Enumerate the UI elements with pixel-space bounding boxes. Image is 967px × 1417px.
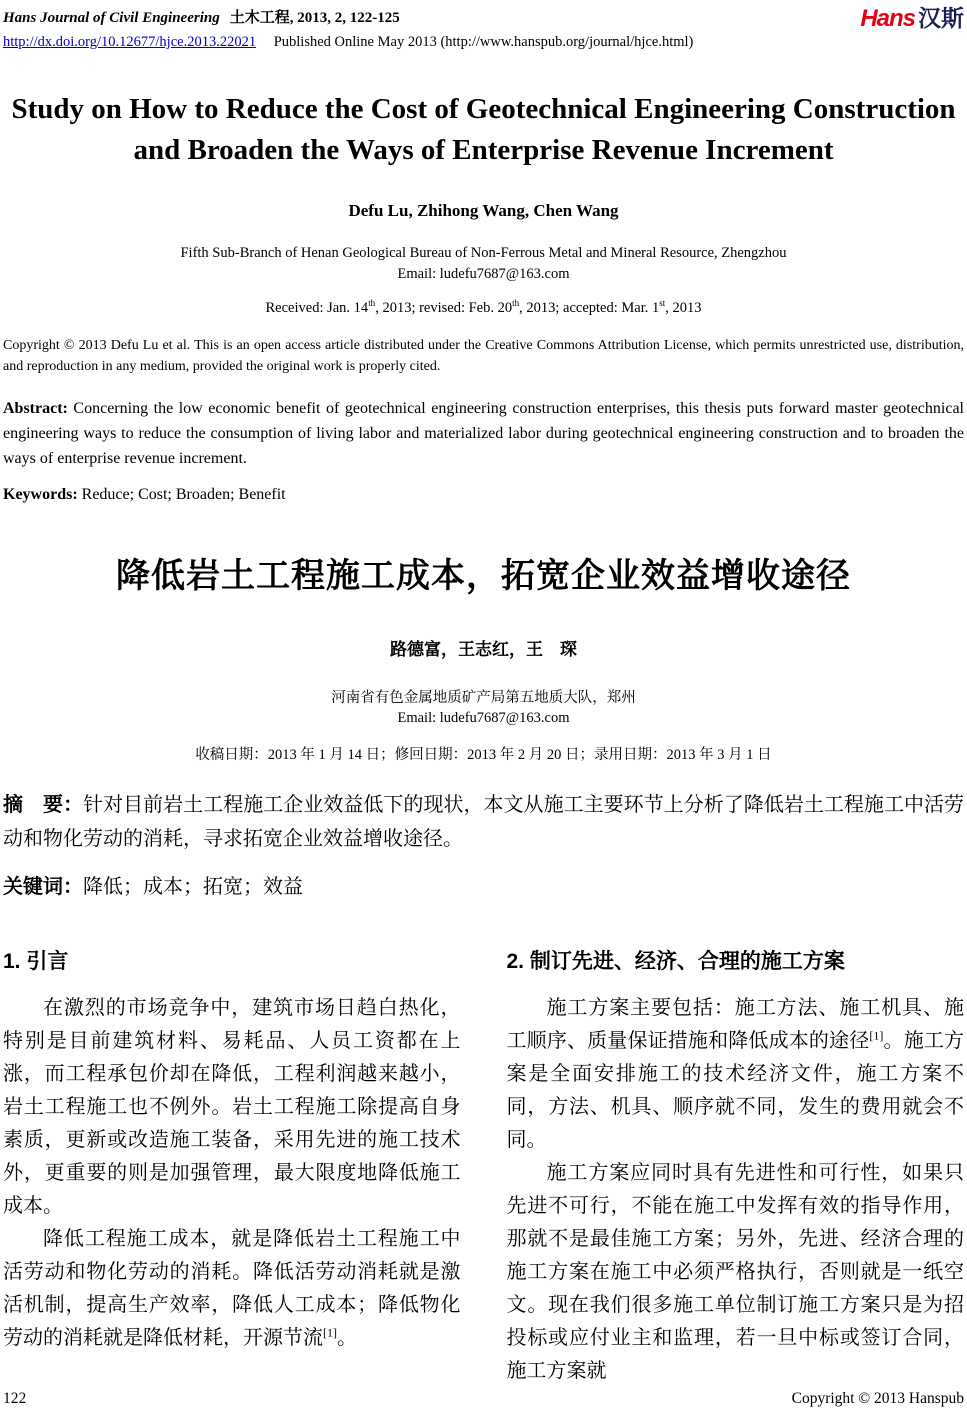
email-cn: Email: ludefu7687@163.com <box>397 710 570 727</box>
column-left <box>3 945 461 1388</box>
authors-cn: 路德富，王志红，王 琛 <box>390 640 577 660</box>
journal-name-en: Hans Journal of Civil Engineering <box>3 10 220 26</box>
hans-logo <box>860 7 964 31</box>
section-1-paragraph-1: 在激烈的市场竞争中，建筑市场日趋白热化，特别是目前建筑材料、易耗品、人员工资都在上涨，而工程承包价却在降低，工程利润越来越小，岩土工程施工也不例外。岩土工程施工除提高自身素质，更新或改造施工装备，采用先进的施工技术外，更重要的则是加强管理，最大限度地降低施工成本。 <box>3 997 461 1218</box>
received-dates-cn: 收稿日期：2013 年 1 月 14 日；修回日期：2013 年 2 月 20 日；录用日期：2013 年 3 月 1 日 <box>195 747 772 764</box>
abstract-text: Concerning the low economic benefit of geotechnical engineering construction enterprises, this thesis puts forward master geotechnical engineering ways to reduce the consumption of living labor and materialized labor during geotechnical engineering construction and to broaden the ways of enterprise revenue increment. <box>3 399 964 468</box>
keywords-en <box>3 486 964 504</box>
journal-citation-line <box>3 6 400 27</box>
citation-ref: [1] <box>869 1028 884 1043</box>
abstract-en <box>3 396 964 472</box>
abstract-label: Abstract: <box>3 399 68 417</box>
received-part: , 2013 <box>665 299 702 316</box>
abstract-cn-label: 摘 要： <box>3 794 84 817</box>
received-superscript: st <box>659 297 666 308</box>
keywords-cn-label: 关键词： <box>3 876 83 899</box>
paragraph-text: 。施工方案是全面安排施工的技术经济文件，施工方案不同，方法、机具、顺序就不同，发生的费用就会不同。 <box>506 1030 965 1152</box>
published-note: Published Online May 2013 (http://www.hanspub.org/journal/hjce.html) <box>273 34 694 50</box>
hans-logo-text-cn: 汉斯 <box>918 5 964 31</box>
paragraph-text: 施工方案主要包括：施工方法、施工机具、施工顺序、质量保证措施和降低成本的途径 <box>506 997 964 1053</box>
received-part: , 2013; revised: Feb. 20 <box>375 299 513 316</box>
received-dates-en <box>3 297 964 317</box>
article-title-cn: 降低岩土工程施工成本，拓宽企业效益增收途径 <box>116 557 851 596</box>
section-2-paragraph-2: 施工方案应同时具有先进性和可行性，如果只先进不可行，不能在施工中发挥有效的指导作用，那就不是最佳施工方案；另外，先进、经济合理的施工方案在施工中必须严格执行，否则就是一纸空文。现在我们很多施工单位制订施工方案只是为招投标或应付业主和监理，若一旦中标或签订合同，施工方案就 <box>506 1162 964 1383</box>
section-2-paragraph-1 <box>507 992 965 1157</box>
paragraph-text: 。 <box>337 1327 357 1350</box>
column-right <box>507 945 965 1388</box>
citation-ref: [1] <box>323 1325 337 1340</box>
page-header <box>3 6 964 51</box>
journal-name-cn-issue: 土木工程, 2013, 2, 122-125 <box>229 10 400 26</box>
page-footer <box>3 1390 964 1408</box>
page-number: 122 <box>3 1390 27 1407</box>
section-1-paragraph-2 <box>3 1223 461 1355</box>
footer-copyright: Copyright © 2013 Hanspub <box>791 1390 964 1407</box>
received-superscript: th <box>368 297 376 308</box>
affiliation-cn: 河南省有色金属地质矿产局第五地质大队，郑州 <box>331 690 636 707</box>
doi-link[interactable]: http://dx.doi.org/10.12677/hjce.2013.22021 <box>3 34 257 50</box>
keywords-label: Keywords: <box>3 486 78 504</box>
received-part: Received: Jan. 14 <box>265 299 369 316</box>
doi-line <box>3 34 964 51</box>
two-column-body <box>3 945 964 1388</box>
section-1-heading: 1. 引言 <box>3 950 69 974</box>
paragraph-text: 降低工程施工成本，就是降低岩土工程施工中活劳动和物化劳动的消耗。降低活劳动消耗就是激活机制，提高生产效率，降低人工成本；降低物化劳动的消耗就是降低材耗，开源节流 <box>3 1228 461 1350</box>
abstract-cn <box>3 788 964 856</box>
received-part: , 2013; accepted: Mar. 1 <box>519 299 660 316</box>
authors-en: Defu Lu, Zhihong Wang, Chen Wang <box>348 201 619 221</box>
keywords-cn <box>3 870 964 899</box>
hans-logo-text-en: Hans <box>860 5 915 32</box>
article-title-en: Study on How to Reduce the Cost of Geotechnical Engineering Construction and Broaden the Ways of Enterprise Revenue Increment <box>11 93 956 167</box>
copyright-notice: Copyright © 2013 Defu Lu et al. This is an open access article distributed under the Creative Commons Attribution License, which permits unrestricted use, distribution, and reproduction in any medium, provided the original work is properly cited. <box>3 337 964 374</box>
keywords-text: Reduce; Cost; Broaden; Benefit <box>77 486 286 504</box>
affiliation-en: Fifth Sub-Branch of Henan Geological Bureau of Non-Ferrous Metal and Mineral Resource, Zhengzhou <box>180 245 787 262</box>
received-superscript: th <box>512 297 520 308</box>
section-2-heading: 2. 制订先进、经济、合理的施工方案 <box>506 950 845 974</box>
email-en: Email: ludefu7687@163.com <box>397 265 570 282</box>
keywords-cn-text: 降低；成本；拓宽；效益 <box>83 876 303 899</box>
abstract-cn-text: 针对目前岩土工程施工企业效益低下的现状，本文从施工主要环节上分析了降低岩土工程施工中活劳动和物化劳动的消耗，寻求拓宽企业效益增收途径。 <box>3 794 965 851</box>
